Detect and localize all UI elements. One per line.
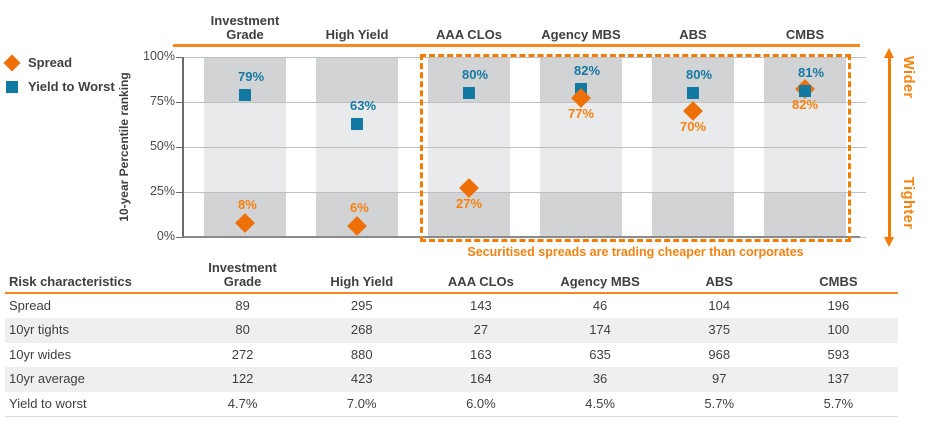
tighter-label: Tighter (900, 177, 916, 230)
spread-value-label: 77% (567, 106, 595, 122)
table-cell: 5.7% (823, 395, 854, 411)
risk-characteristics-table (5, 256, 898, 417)
table-cell: 4.7% (227, 395, 258, 411)
table-cell: 104 (708, 298, 731, 313)
chart-column-header-label: CMBS (785, 27, 825, 42)
yield-square-icon (6, 81, 18, 93)
table-cell: 163 (470, 346, 492, 362)
table-column-header: ABS (705, 274, 733, 289)
table-cell: 7.0% (346, 395, 377, 411)
ytw-value-label: 63% (350, 97, 377, 113)
chart-column-header-label: High Yield (325, 27, 389, 42)
table-column-header: High Yield (330, 274, 394, 289)
spread-value-label: 70% (679, 119, 707, 134)
chart-column-header-label: Agency MBS (541, 27, 621, 42)
ytw-value-label: 82% (574, 63, 601, 79)
table-row (5, 318, 898, 342)
table-cell: 122 (231, 371, 254, 387)
chart-column-header-label: Investment Grade (210, 13, 280, 42)
spread-value-label: 6% (350, 200, 369, 216)
table-cell: 97 (712, 371, 727, 387)
spread-value-label: 27% (455, 196, 483, 212)
table-row (5, 392, 898, 417)
legend-label: Spread (28, 55, 73, 70)
table-row-label: 10yr average (9, 371, 85, 387)
y-axis-line (182, 57, 184, 238)
wider-tighter-arrow (888, 56, 891, 239)
spread-value-label: 82% (791, 97, 819, 113)
table-cell: 143 (470, 298, 492, 313)
table-cell: 6.0% (466, 395, 496, 411)
table-cell: 423 (350, 371, 373, 387)
legend-label: Yield to Worst (28, 79, 115, 94)
yield-to-worst-marker (239, 89, 251, 101)
table-row-label: 10yr wides (9, 346, 72, 362)
table-row (5, 294, 898, 318)
column-header-rule (173, 44, 860, 47)
chart-column-header-label: ABS (679, 27, 707, 42)
table-cell: 4.5% (585, 395, 615, 411)
table-cell: 635 (589, 346, 611, 362)
table-cell: 164 (470, 371, 492, 387)
table-column-header: AAA CLOs (447, 274, 514, 289)
securitised-highlight-box (420, 54, 851, 242)
chart-column-header (637, 6, 749, 42)
arrow-down-icon (884, 237, 894, 247)
ytw-value-label: 81% (798, 65, 825, 81)
table-cell: 5.7% (704, 395, 735, 411)
table-row (5, 367, 898, 391)
table-row-label: Yield to worst (9, 395, 87, 411)
securitised-caption: Securitised spreads are trading cheaper than corporates (467, 245, 804, 259)
table-cell: 268 (350, 322, 373, 338)
chart-column-header (189, 6, 301, 42)
table-row-label: Spread (9, 298, 51, 313)
table-cell: 272 (231, 346, 254, 362)
table-cell: 89 (235, 298, 250, 313)
table-corner-header: Risk characteristics (9, 274, 132, 289)
table-header-row (5, 256, 898, 294)
chart-column-header (413, 6, 525, 42)
table-cell: 593 (827, 346, 850, 362)
spread-diamond-icon (4, 54, 21, 71)
table-cell: 36 (592, 371, 608, 387)
table-cell: 100 (827, 322, 850, 338)
table-column-header: Investment Grade (208, 260, 277, 289)
table-row-label: 10yr tights (9, 322, 69, 338)
table-cell: 880 (350, 346, 373, 362)
table-cell: 174 (589, 322, 611, 338)
yield-to-worst-marker (351, 118, 363, 130)
table-row (5, 343, 898, 367)
table-cell: 80 (235, 322, 250, 338)
chart-column-header (749, 6, 861, 42)
legend-item-spread (6, 55, 72, 70)
y-tick-label: 100% (143, 49, 175, 63)
y-axis-title: 10-year Percentile ranking (117, 72, 131, 222)
chart-column-header (301, 6, 413, 42)
table-cell: 375 (708, 322, 731, 338)
table-cell: 196 (827, 298, 850, 313)
table-cell: 137 (827, 371, 850, 387)
table-cell: 27 (473, 322, 489, 338)
table-cell: 968 (708, 346, 731, 362)
wider-label: Wider (900, 56, 916, 99)
chart-column-band (316, 57, 398, 102)
y-tick-label: 0% (156, 229, 175, 243)
spread-value-label: 8% (238, 196, 257, 212)
ytw-value-label: 79% (238, 68, 265, 84)
y-tick-label: 25% (149, 184, 175, 198)
table-cell: 295 (350, 298, 373, 313)
arrow-up-icon (884, 48, 894, 58)
y-tick-label: 50% (149, 139, 175, 153)
legend-item-yield-to-worst (6, 79, 115, 94)
table-column-header: CMBS (819, 274, 858, 289)
ytw-value-label: 80% (462, 67, 489, 82)
table-column-header: Agency MBS (560, 274, 640, 289)
table-cell: 46 (592, 298, 608, 313)
chart-column-header (525, 6, 637, 42)
ytw-value-label: 80% (686, 67, 713, 82)
y-tick-label: 75% (149, 94, 175, 108)
chart-column-header-label: AAA CLOs (436, 27, 502, 42)
